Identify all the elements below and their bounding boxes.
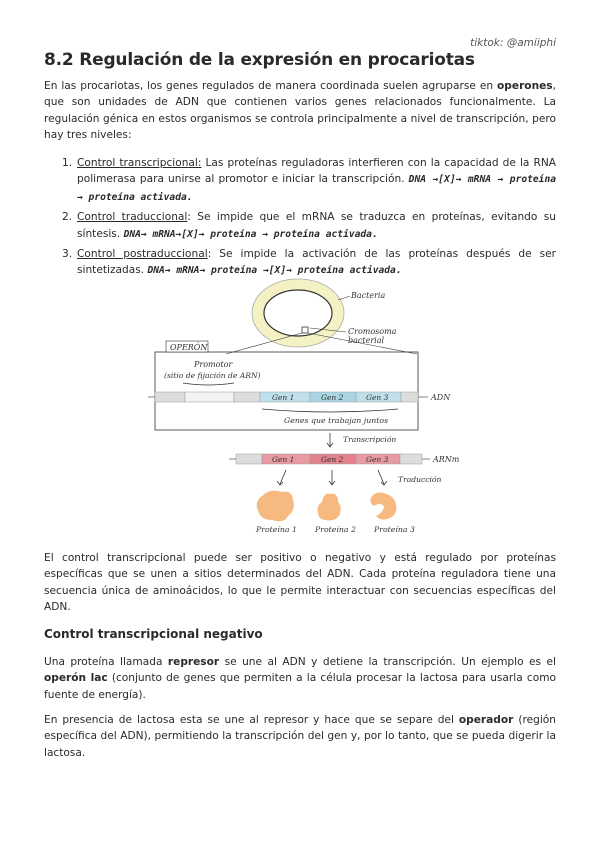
mrna-label: ARNm xyxy=(433,455,460,464)
page-title: 8.2 Regulación de la expresión en procariotas xyxy=(44,50,475,70)
paragraph-transcriptional-control: El control transcripcional puede ser positivo o negativo y está regulado por proteínas específicas que se unen a sitios determinados del ADN. Cada proteína reguladora tiene una secuencia única de aminoácidos, lo que le permite interactuar con secuencias específicas del ADN. xyxy=(44,552,556,614)
dna-gene-3-label: Gen 3 xyxy=(366,393,389,402)
operon-diagram xyxy=(0,270,600,545)
protein-2-shape xyxy=(318,494,341,521)
protein-1-label: Proteína 1 xyxy=(256,525,298,534)
mrna-gene-2-label: Gen 2 xyxy=(321,455,344,464)
protein-1-shape xyxy=(257,491,294,522)
protein-3-shape xyxy=(370,492,396,519)
level-item-posttranslational: 3. Control postraduccional: Se impide la activación de las proteínas después de ser sintetizadas. DNA→ mRNA→ proteína →[X]→ proteína activada. xyxy=(62,248,556,277)
dna-gene-2-label: Gen 2 xyxy=(321,393,344,402)
term-operador: operador xyxy=(458,714,514,726)
chromosome-label-2: bacterial xyxy=(348,336,385,345)
term-operon-lac: operón lac xyxy=(44,672,108,685)
paragraph-repressor: Una proteína llamada represor se une al ADN y detiene la transcripción. Un ejemplo es el operón lac (conjunto de genes que permiten a la célula procesar la lactosa para usarla como fuente de energía). xyxy=(44,656,557,701)
watermark: tiktok: @amiiphi xyxy=(470,37,556,49)
level-item-translational: 2. Control traduccional: Se impide que el mRNA se traduzca en proteínas, evitando su síntesis. DNA→ mRNA→[X]→ proteína → proteína activada. xyxy=(62,211,556,240)
translation-label: Traducción xyxy=(398,475,442,484)
paragraph-lactose: En presencia de lactosa esta se une al represor y hace que se separe del operador (región específica del ADN), permitiendo la transcripción del gen y, por lo tanto, que se pueda digerir la lactosa. xyxy=(44,714,556,759)
section-title: Control transcripcional negativo xyxy=(44,627,263,641)
promoter-label: Promotor xyxy=(194,360,233,369)
chromosome-label-1: Cromosoma xyxy=(348,327,397,336)
transcription-label: Transcripción xyxy=(343,435,397,444)
mrna-gene-1-label: Gen 1 xyxy=(272,455,295,464)
promoter-site-label: (sitio de fijación de ARN) xyxy=(164,371,261,380)
together-label: Genes que trabajan juntos xyxy=(284,416,389,425)
mrna-gene-3-label: Gen 3 xyxy=(366,455,389,464)
term-operones: operones xyxy=(497,80,553,92)
term-represor: represor xyxy=(167,656,220,668)
protein-3-label: Proteína 3 xyxy=(374,525,416,534)
dna-label: ADN xyxy=(431,393,451,402)
operon-label: OPERÓN xyxy=(170,343,208,352)
dna-promoter-segment xyxy=(185,392,234,402)
dna-gene-1-label: Gen 1 xyxy=(272,393,295,402)
level-item-transcriptional: 1. Control transcripcional: Las proteínas reguladoras interfieren con la capacidad de la RNA polimerasa para unirse al promotor e iniciar la transcripción. DNA →[X]→ mRNA → proteína → proteína activada. xyxy=(62,157,557,203)
protein-2-label: Proteína 2 xyxy=(315,525,357,534)
intro-paragraph: En las procariotas, los genes regulados de manera coordinada suelen agruparse en operones, que son unidades de ADN que contienen varios genes relacionados funcionalmente. La regulación génica en estos organismos se controla principalmente a nivel de transcripción, pero hay tres niveles: xyxy=(44,80,556,142)
bacteria-label: Bacteria xyxy=(351,291,386,300)
levels-list xyxy=(44,155,556,283)
